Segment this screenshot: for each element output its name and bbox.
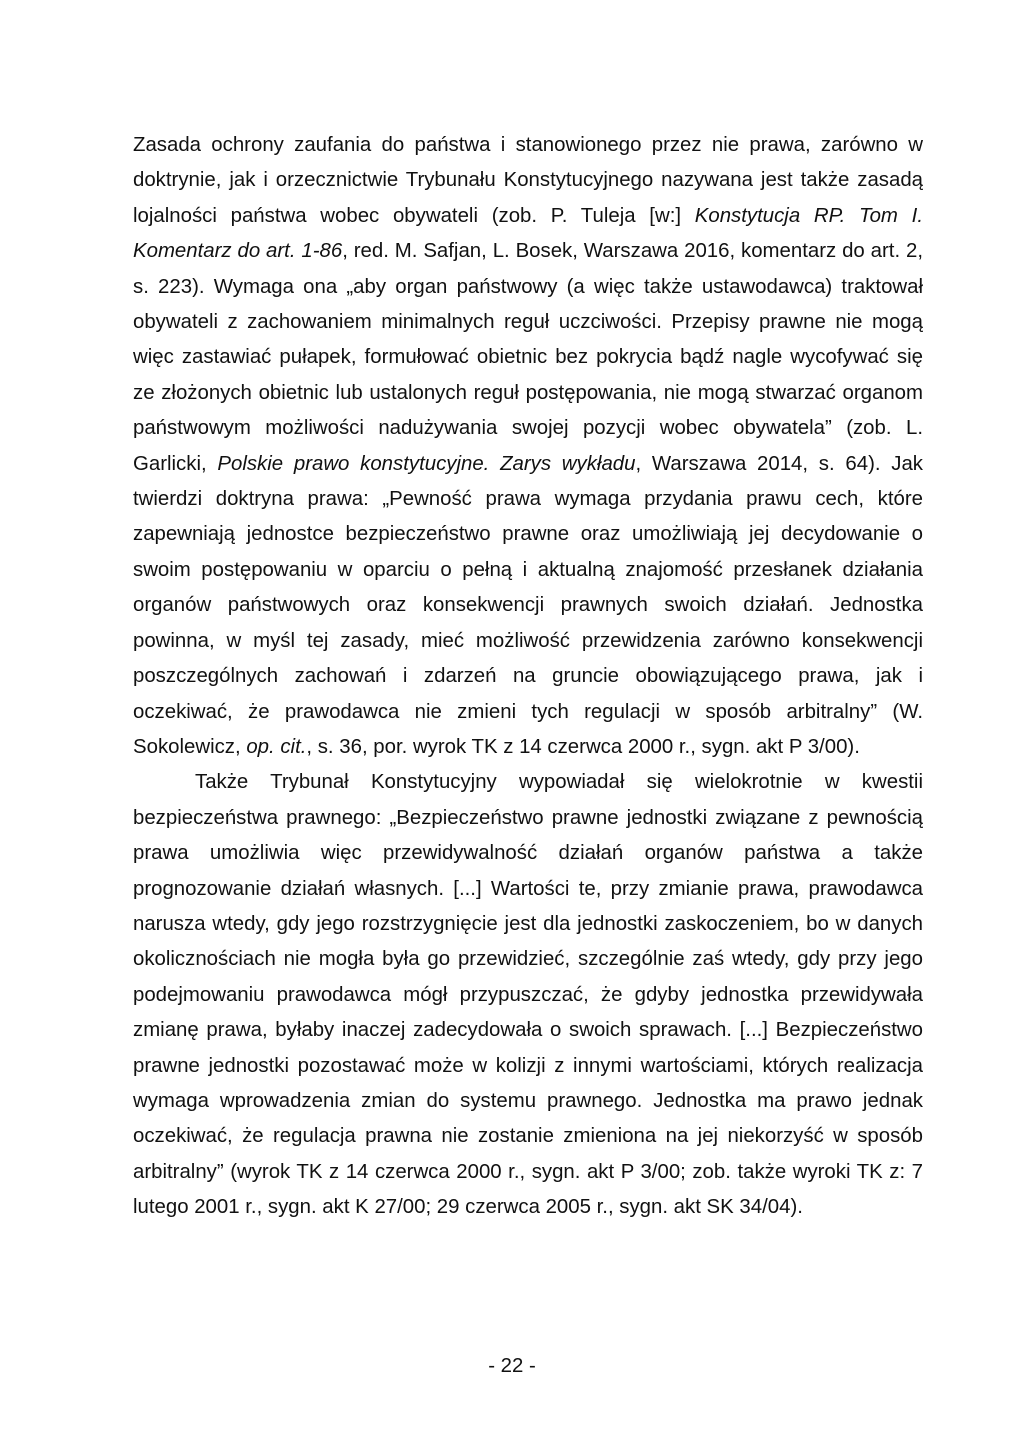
citation-title-polskie-prawo: Polskie prawo konstytucyjne. Zarys wykładu <box>217 452 636 475</box>
paragraph-1-text: , red. M. Safjan, L. Bosek, Warszawa 2016, komentarz do art. 2, s. 223). Wymaga ona „aby organ państwowy (a więc także ustawodawca) traktował obywateli z zachowaniem minimalnych reguł uczciwości. Przepisy prawne nie mogą więc zastawiać pułapek, formułować obietnic bez pokrycia bądź nagle wycofywać się ze złożonych obietnic lub ustalonych reguł postępowania, nie mogą stwarzać organom państwowym możliwości nadużywania swojej pozycji wobec obywatela” (zob. L. Garlicki, <box>133 240 924 475</box>
citation-op-cit: op. cit. <box>246 735 307 758</box>
page-number: - 22 - <box>488 1355 536 1377</box>
paragraph-1-text: , s. 36, por. wyrok TK z 14 czerwca 2000 r., sygn. akt P 3/00). <box>306 735 860 758</box>
paragraph-2-text: Także Trybunał Konstytucyjny wypowiadał się wielokrotnie w kwestii bezpieczeństwa prawnego: „Bezpieczeństwo prawne jednostki związane z pewnością prawa umożliwia więc przewidywalność działań organów państwa a także prognozowanie działań własnych. [...] Wartości te, przy zmianie prawa, prawodawca narusza wtedy, gdy jego rozstrzygnięcie jest dla jednostki zaskoczeniem, bo w danych okolicznościach nie mogła była go przewidzieć, szczególnie zaś wtedy, gdy przy jego podejmowaniu prawodawca mógł przypuszczać, że gdyby jednostka przewidywała zmianę prawa, byłaby inaczej zadecydowała o swoich sprawach. [...] Bezpieczeństwo prawne jednostki pozostawać może w kolizji z innymi wartościami, których realizacja wymaga wprowadzenia zmian do systemu prawnego. Jednostka ma prawo jednak oczekiwać, że regulacja prawna nie zostanie zmieniona na jej niekorzyść w sposób arbitralny” (wyrok TK z 14 czerwca 2000 r., sygn. akt P 3/00; zob. także wyroki TK z: 7 lutego 2001 r., sygn. akt K 27/00; 29 czerwca 2005 r., sygn. akt SK 34/04). <box>133 771 923 1219</box>
paragraph-2 <box>133 765 923 1225</box>
paragraph-1-text: , Warszawa 2014, s. 64). Jak twierdzi doktryna prawa: „Pewność prawa wymaga przydania prawu cech, które zapewniają jednostce bezpieczeństwo prawne oraz umożliwiają jej decydowanie o swoim postępowaniu w oparciu o pełną i aktualną znajomość przesłanek działania organów państwowych oraz konsekwencji prawnych swoich działań. Jednostka powinna, w myśl tej zasady, mieć możliwość przewidzenia zarówno konsekwencji poszczególnych zachowań i zdarzeń na gruncie obowiązującego prawa, jak i oczekiwać, że prawodawca nie zmieni tych regulacji w sposób arbitralny” (W. Sokolewicz, <box>133 452 923 758</box>
document-body <box>133 128 923 1226</box>
paragraph-1-text: Zasada ochrony zaufania do państwa i stanowionego przez nie prawa, zarówno w doktrynie, jak i orzecznictwie Trybunału Konstytucyjnego nazywana jest także zasadą lojalności państwa wobec obywateli (zob. P. Tuleja [w:] <box>133 134 923 227</box>
citation-title-konstytucja-rp: Konstytucja RP. Tom I. Komentarz do art. 1-86 <box>133 204 923 263</box>
paragraph-1 <box>133 128 923 765</box>
